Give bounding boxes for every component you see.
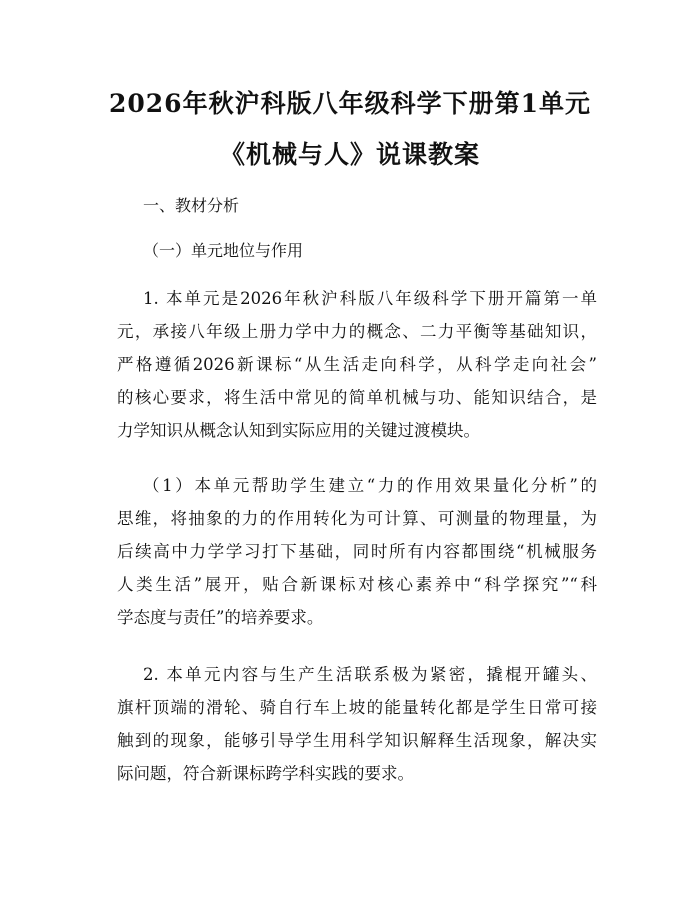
paragraph-line: 学态度与责任”的培养要求。 (117, 608, 324, 627)
paragraph-3 (117, 658, 597, 790)
document-title-line-2: 《机械与人》说课教案 (219, 140, 480, 169)
document-title-line-1: 2026年秋沪科版八年级科学下册第1单元 (109, 89, 591, 118)
paragraph-line: （1）本单元帮助学生建立“力的作用效果量化分析”的 (143, 476, 597, 495)
paragraph-1 (117, 282, 597, 447)
subsection-heading: （一）单元地位与作用 (143, 241, 304, 260)
paragraph-line: 触到的现象，能够引导学生用科学知识解释生活现象，解决实 (117, 731, 597, 750)
section-heading: 一、教材分析 (143, 196, 240, 215)
paragraph-line: 旗杆顶端的滑轮、骑自行车上坡的能量转化都是学生日常可接 (117, 698, 597, 717)
paragraph-line: 后续高中力学学习打下基础，同时所有内容都围绕“机械服务 (117, 542, 597, 561)
paragraph-line: 的核心要求，将生活中常见的简单机械与功、能知识结合，是 (117, 388, 597, 407)
paragraph-line: 严格遵循2026新课标“从生活走向科学，从科学走向社会” (117, 355, 597, 374)
paragraph-line: 力学知识从概念认知到实际应用的关键过渡模块。 (117, 421, 480, 440)
paragraph-line: 人类生活”展开，贴合新课标对核心素养中“科学探究”“科 (117, 575, 597, 594)
paragraph-line: 2. 本单元内容与生产生活联系极为紧密，撬棍开罐头、 (143, 665, 597, 684)
paragraph-line: 1. 本单元是2026年秋沪科版八年级科学下册开篇第一单 (143, 289, 597, 308)
paragraph-line: 思维，将抽象的力的作用转化为可计算、可测量的物理量，为 (117, 509, 597, 528)
paragraph-line: 元，承接八年级上册力学中力的概念、二力平衡等基础知识， (117, 322, 597, 341)
paragraph-2 (117, 469, 597, 634)
paragraph-line: 际问题，符合新课标跨学科实践的要求。 (117, 764, 414, 783)
